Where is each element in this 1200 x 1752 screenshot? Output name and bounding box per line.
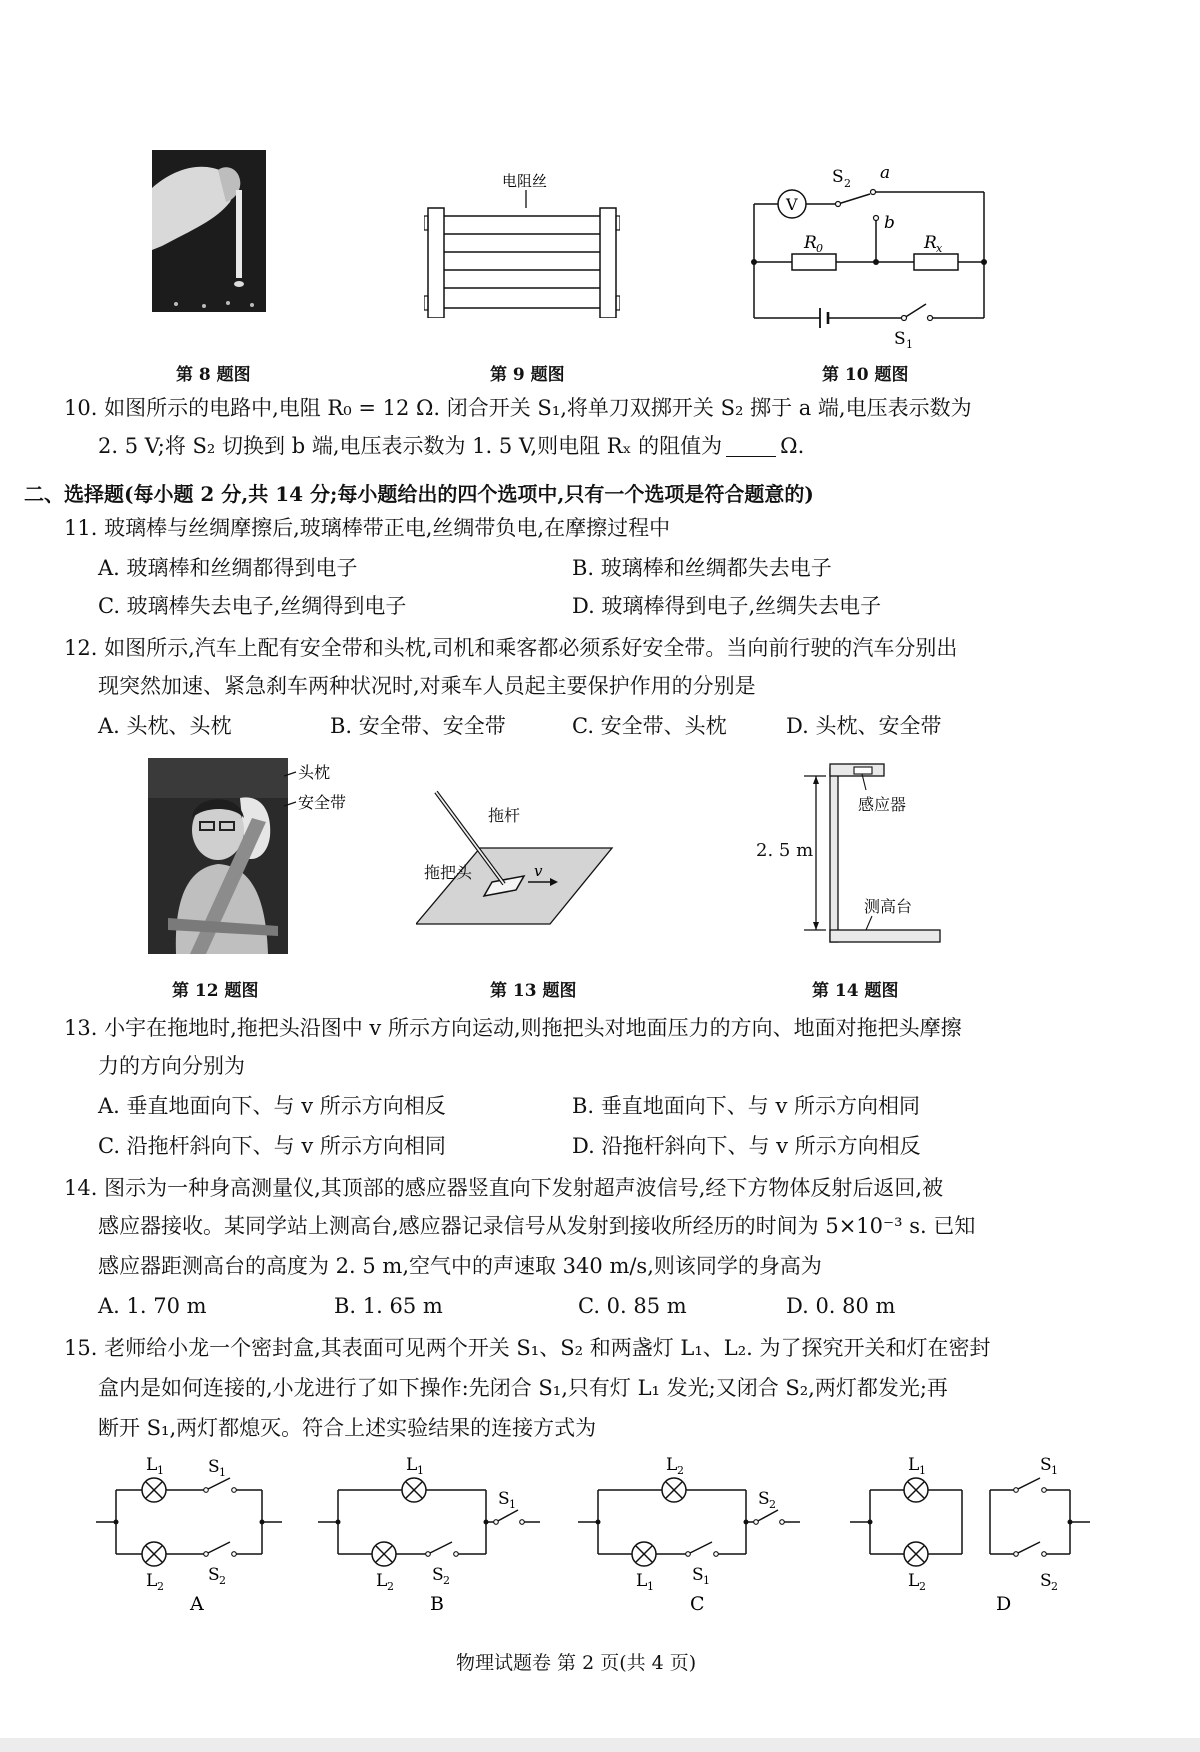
figure-14-caption: 第 14 题图 [812,981,899,1001]
q12-line-1: 12. 如图所示,汽车上配有安全带和头枕,司机和乘客都必须系好安全带。当向前行驶的汽车分别出 [64,636,958,660]
label-l1-sub: 1 [417,1464,424,1477]
q13-option-b: B. 垂直地面向下、与 v 所示方向相同 [572,1094,920,1118]
q10-line-2 [98,436,804,457]
figure-13-label-head: 拖把头 [424,863,473,882]
q14-option-b: B. 1. 65 m [334,1294,443,1318]
option-label-c: C [690,1593,705,1612]
switch-s2-label: S [832,167,844,187]
option-label-b: B [430,1593,444,1612]
label-l2: L [146,1571,158,1591]
option-label-d: D [996,1593,1012,1612]
terminal-a-label: a [880,163,891,183]
label-s1: S [1040,1455,1052,1475]
label-l1: L [406,1455,418,1475]
label-l2-sub: 2 [387,1580,394,1593]
label-l2-sub: 2 [157,1580,164,1593]
label-s2: S [432,1565,444,1585]
q15-line-1: 15. 老师给小龙一个密封盒,其表面可见两个开关 S₁、S₂ 和两盏灯 L₁、L₂. 为了探究开关和灯在密封 [64,1336,991,1360]
q15-line-2: 盒内是如何连接的,小龙进行了如下操作:先闭合 S₁,只有灯 L₁ 发光;又闭合 S₂,两灯都发光;再 [98,1376,948,1400]
label-l1-sub: 1 [919,1464,926,1477]
q11-option-c: C. 玻璃棒失去电子,丝绸得到电子 [98,594,407,618]
figure-14-label-platform: 测高台 [864,897,913,916]
label-s2: S [208,1565,220,1585]
q14-option-d: D. 0. 80 m [786,1294,896,1318]
label-l2-sub: 2 [677,1464,684,1477]
label-s2-sub: 2 [219,1574,226,1587]
circuit-d [850,1452,1130,1612]
circuit-c [578,1452,818,1612]
label-l2-sub: 2 [919,1580,926,1593]
answer-blank [726,438,776,457]
label-s1: S [208,1457,220,1477]
label-s2: S [1040,1571,1052,1591]
resistor-r0-label: R [804,233,817,253]
q11-option-d: D. 玻璃棒得到电子,丝绸失去电子 [572,594,882,618]
figure-10-caption: 第 10 题图 [822,365,909,385]
q10-line-1: 10. 如图所示的电路中,电阻 R₀ = 12 Ω. 闭合开关 S₁,将单刀双掷开关 S₂ 掷于 a 端,电压表示数为 [64,396,972,420]
label-l1: L [636,1571,648,1591]
q12-option-b: B. 安全带、安全带 [330,714,506,738]
q12-option-a: A. 头枕、头枕 [98,714,232,738]
label-l2: L [376,1571,388,1591]
q15-line-3: 断开 S₁,两灯都熄灭。符合上述实验结果的连接方式为 [98,1416,597,1440]
label-l1: L [908,1455,920,1475]
q14-line-1: 14. 图示为一种身高测量仪,其顶部的感应器竖直向下发射超声波信号,经下方物体反射后返回,被 [64,1176,944,1200]
label-v: v [534,862,543,880]
circuit-b [318,1452,558,1612]
figure-13-label-rod: 拖杆 [488,806,521,825]
label-s1: S [498,1489,510,1509]
figure-12-photo [148,758,288,954]
figure-12-labels [284,762,374,822]
resistor-rx-label: R [924,233,937,253]
figure-14-diagram [796,758,956,948]
label-s1-sub: 1 [703,1574,710,1587]
q13-line-1: 13. 小宇在拖地时,拖把头沿图中 v 所示方向运动,则拖把头对地面压力的方向、地面对拖把头摩擦 [64,1016,962,1040]
label-s2-sub: 2 [443,1574,450,1587]
figure-8-caption: 第 8 题图 [176,365,251,385]
figure-14-label-sensor: 感应器 [858,795,907,814]
figure-9-caption: 第 9 题图 [490,365,565,385]
figure-8-photo [152,150,266,312]
figure-14-label-height: 2. 5 m [756,840,814,861]
label-headrest: 头枕 [298,763,331,782]
q12-option-d: D. 头枕、安全带 [786,714,942,738]
switch-s1-label: S [894,329,906,349]
figure-9-diagram [424,168,620,318]
label-l1: L [146,1455,158,1475]
switch-s2-sub: 2 [844,177,851,190]
label-s2: S [758,1489,770,1509]
figure-9-label-wire: 电阻丝 [502,172,548,190]
label-s1-sub: 1 [219,1466,226,1479]
section-2-heading: 二、选择题(每小题 2 分,共 14 分;每小题给出的四个选项中,只有一个选项是符合题意的) [24,482,814,506]
figure-13-caption: 第 13 题图 [490,981,577,1001]
q11-stem: 11. 玻璃棒与丝绸摩擦后,玻璃棒带正电,丝绸带负电,在摩擦过程中 [64,516,671,540]
label-seatbelt: 安全带 [298,793,347,812]
q11-option-a: A. 玻璃棒和丝绸都得到电子 [98,556,358,580]
terminal-b-label: b [884,213,895,233]
q13-option-d: D. 沿拖杆斜向下、与 v 所示方向相反 [572,1134,921,1158]
switch-s1-sub: 1 [906,338,913,351]
resistor-r0-sub: 0 [816,242,823,255]
q14-option-c: C. 0. 85 m [578,1294,687,1318]
q10-unit: Ω. [780,434,805,458]
q13-line-2: 力的方向分别为 [98,1054,245,1078]
figure-10-circuit [744,162,994,352]
voltmeter-label: V [786,195,798,214]
q13-option-c: C. 沿拖杆斜向下、与 v 所示方向相同 [98,1134,446,1158]
circuit-a [96,1452,296,1612]
q14-line-3: 感应器距测高台的高度为 2. 5 m,空气中的声速取 340 m/s,则该同学的身高为 [98,1254,822,1278]
q12-line-2: 现突然加速、紧急刹车两种状况时,对乘车人员起主要保护作用的分别是 [98,674,756,698]
q14-line-2: 感应器接收。某同学站上测高台,感应器记录信号从发射到接收所经历的时间为 5×10⁻³ s. 已知 [98,1214,976,1238]
label-s2-sub: 2 [1051,1580,1058,1593]
label-l1-sub: 1 [647,1580,654,1593]
label-s1: S [692,1565,704,1585]
q14-option-a: A. 1. 70 m [98,1294,207,1318]
label-l2: L [908,1571,920,1591]
label-s1-sub: 1 [1051,1464,1058,1477]
label-l1-sub: 1 [157,1464,164,1477]
bottom-scan-band [0,1738,1200,1752]
resistor-rx-sub: x [936,242,943,255]
q11-option-b: B. 玻璃棒和丝绸都失去电子 [572,556,832,580]
label-s2-sub: 2 [769,1498,776,1511]
label-l2: L [666,1455,678,1475]
page-footer: 物理试题卷 第 2 页(共 4 页) [456,1652,697,1674]
q10-line-2-text: 2. 5 V;将 S₂ 切换到 b 端,电压表示数为 1. 5 V,则电阻 Rₓ 的阻值为 [98,434,723,458]
option-label-a: A [190,1593,204,1612]
label-s1-sub: 1 [509,1498,516,1511]
q13-option-a: A. 垂直地面向下、与 v 所示方向相反 [98,1094,446,1118]
q12-option-c: C. 安全带、头枕 [572,714,727,738]
figure-12-caption: 第 12 题图 [172,981,259,1001]
